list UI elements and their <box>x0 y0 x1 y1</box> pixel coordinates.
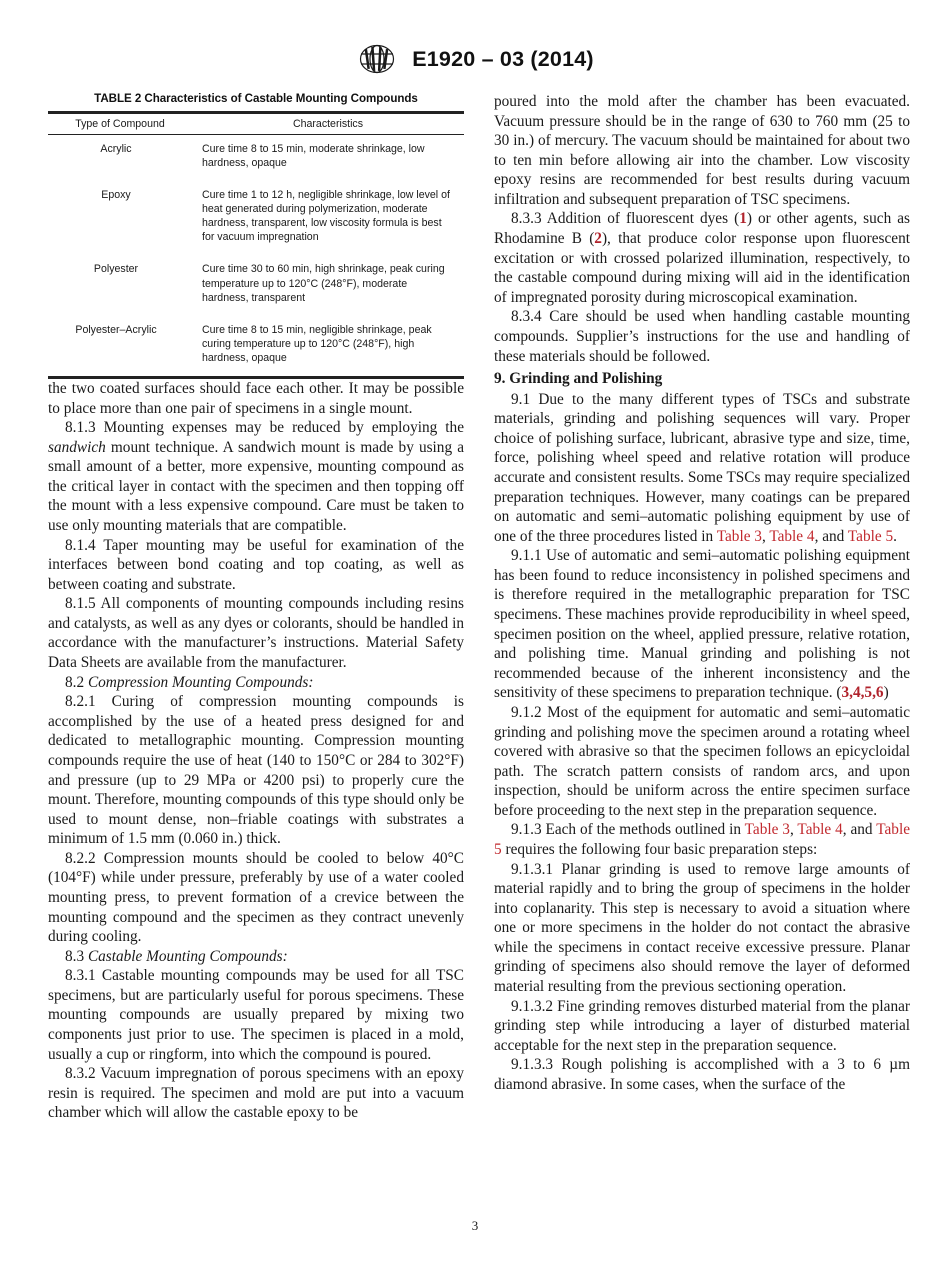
paragraph-9-1-3 <box>494 820 910 859</box>
paragraph-8-3-3-part-a: 8.3.3 Addition of fluorescent dyes ( <box>511 210 740 228</box>
table-link-3[interactable]: Table 3 <box>716 527 762 545</box>
heading-8-3-number: 8.3 <box>65 947 88 965</box>
paragraph-9-1-text: 9.1 Due to the many different types of TSCs and substrate materials, grinding and polishing sequences will vary. Proper choice of polishing surface, lubricant, abrasive type and size, time, force, polishing wheel speed and relative rotation will produce accurate and consistent results. Some TSCs may require specialized preparation techniques. However, many coatings can be prepared on automatic and semi–automatic polishing equipment by use of one of the three procedures listed in <box>494 390 910 545</box>
page-number: 3 <box>471 1218 479 1233</box>
heading-8-2-number: 8.2 <box>65 673 88 691</box>
paragraph-continued: the two coated surfaces should face each other. It may be possible to place more than one pair of specimens in a single mount. <box>48 379 464 417</box>
section-heading-9: 9. Grinding and Polishing <box>494 370 663 388</box>
cell-type: Acrylic <box>100 143 132 155</box>
paragraph-9-1-1-text: 9.1.1 Use of automatic and semi–automatic polishing equipment has been found to reduce inconsistency in polished specimens and is therefore required in the metallographic preparation for TSC specimens. These machines provide reproducibility in wheel speed, specimen position on the wheel, applied pressure, relative rotation, and polishing time. Manual grinding and polishing is not recommended because of the inherent inconsistency and the sensitivity of these specimens to preparation technique. ( <box>494 547 910 702</box>
table-link-3[interactable]: Table 3 <box>744 821 790 839</box>
table-link-5[interactable]: Table 5 <box>494 821 910 858</box>
cell-type: Polyester–Acrylic <box>75 323 157 336</box>
paragraph-8-1-5: 8.1.5 All components of mounting compounds including resins and catalysts, as well as any dyes or colorants, should be handled in accordance with the manufacturer’s instructions. Material Safety Data Sheets are available from the manufacturer. <box>48 595 464 672</box>
paragraph-8-3-1: 8.3.1 Castable mounting compounds may be used for all TSC specimens, but are particularly useful for porous specimens. These mounting compounds are usually prepared by mixing two components just prior to use. The specimen is placed in a mold, usually a cup or ringform, into which the compound is poured. <box>48 967 464 1063</box>
separator: , and <box>814 527 848 545</box>
paragraph-8-1-3-part-b: mount technique. A sandwich mount is made by using a small amount of a better, more expensive, mounting compound as the critical layer in contact with the specimen and then topping off the mount with a less expensive compound. Care must be taken to use only mounting materials that are compatible. <box>48 438 464 534</box>
paragraph-9-1 <box>494 390 910 547</box>
separator: , <box>761 527 770 545</box>
heading-8-3-title: Castable Mounting Compounds: <box>87 947 288 965</box>
cell-type: Polyester <box>93 263 139 276</box>
column-header-type: Type of Compound <box>48 114 192 135</box>
paragraph-8-2-2: 8.2.2 Compression mounts should be cooled to below 40°C (104°F) while under pressure, preferably by use of a water cooled mounting press, to prevent formation of a crevice between the mounting compound and the specimen as they contract unevenly during cooling. <box>48 849 464 946</box>
reference-link-3456[interactable]: 3,4,5,6 <box>841 684 884 702</box>
table-2-body <box>48 135 464 374</box>
paragraph-9-1-1-end: ) <box>883 684 889 702</box>
table-row <box>48 135 464 180</box>
paragraph-8-3-4: 8.3.4 Care should be used when handling castable mounting compounds. Supplier’s instructions for the use and handling of these materials should be followed. <box>494 308 910 365</box>
paragraph-9-1-3-3: 9.1.3.3 Rough polishing is accomplished with a 3 to 6 µm diamond abrasive. In some cases, when the surface of the <box>494 1056 910 1093</box>
table-2-caption: TABLE 2 Characteristics of Castable Mounting Compounds <box>94 92 418 105</box>
separator: , <box>789 821 798 839</box>
paragraph-continued: poured into the mold after the chamber has been evacuated. Vacuum pressure should be in the range of 630 to 760 mm (25 to 30 in.) of mercury. The vacuum should be maintained for about two to ten min before allowing air into the chamber. Low viscosity epoxy resins are recommended for best results during vacuum infiltration and subsequent preparation of TSC specimens. <box>494 93 910 208</box>
separator: , and <box>842 821 877 839</box>
table-link-4[interactable]: Table 4 <box>769 527 815 545</box>
right-column <box>494 92 910 1094</box>
heading-8-2 <box>48 673 464 693</box>
paragraph-9-1-3-end: requires the following four basic preparation steps: <box>501 840 818 858</box>
table-row <box>48 314 464 374</box>
table-row <box>48 253 464 313</box>
paragraph-8-3-3 <box>494 209 910 307</box>
left-column <box>48 92 464 1123</box>
paragraph-8-3-2: 8.3.2 Vacuum impregnation of porous specimens with an epoxy resin is required. The specimen and mold are put into a vacuum chamber which will allow the castable epoxy to be <box>48 1065 464 1122</box>
paragraph-8-3-3-part-c: ), that produce color response upon fluorescent excitation or with crossed polarized illumination, respectively, to the castable compound during mixing will aid in the identification of impregnated porosity during microscopical examination. <box>494 230 910 306</box>
paragraph-8-1-4: 8.1.4 Taper mounting may be useful for examination of the interfaces between bond coating and top coating, as well as between coating and substrate. <box>48 536 464 593</box>
reference-link-2[interactable]: 2 <box>594 230 602 248</box>
cell-characteristics: Cure time 8 to 15 min, moderate shrinkage, low hardness, opaque <box>202 143 425 170</box>
paragraph-8-1-3-italic: sandwich <box>48 438 106 456</box>
paragraph-8-1-3-part-a: 8.1.3 Mounting expenses may be reduced by employing the <box>65 419 464 437</box>
paragraph-9-1-1 <box>494 546 910 703</box>
two-column-layout <box>48 92 910 1212</box>
heading-8-2-title: Compression Mounting Compounds: <box>87 673 314 691</box>
paragraph-9-1-2: 9.1.2 Most of the equipment for automatic and semi–automatic grinding and polishing move the specimen around a rotating wheel covered with abrasive so that the specimen follows an epicycloidal path. The scratch pattern consists of random arcs, and upon inspection, should be uniform across the entire specimen surface before proceeding to the next step in the preparation sequence. <box>494 703 910 819</box>
paragraph-9-1-end: . <box>893 527 897 545</box>
page-title: E1920 – 03 (2014) <box>412 46 594 71</box>
heading-8-3 <box>48 947 464 967</box>
paragraph-9-1-3-text: 9.1.3 Each of the methods outlined in <box>511 821 745 839</box>
column-header-characteristics: Characteristics <box>192 114 464 135</box>
cell-characteristics: Cure time 1 to 12 h, negligible shrinkage, low level of heat generated during polymerization, moderate hardness, transparent, low viscosity formula is best for vacuum impregnation <box>202 189 450 244</box>
table-row <box>48 179 464 253</box>
cell-characteristics: Cure time 30 to 60 min, high shrinkage, peak curing temperature up to 120°C (248°F), moderate hardness, transparent <box>202 263 445 304</box>
paragraph-8-1-3 <box>48 418 464 535</box>
page-header <box>0 42 950 76</box>
table-link-5[interactable]: Table 5 <box>847 527 894 545</box>
table-header-row <box>48 114 464 135</box>
astm-logo <box>356 42 398 76</box>
reference-link-1[interactable]: 1 <box>739 210 747 228</box>
paragraph-9-1-3-2: 9.1.3.2 Fine grinding removes disturbed material from the planar grinding step while introducing a layer of disturbed material acceptable for the next step in the preparation sequence. <box>494 997 910 1054</box>
cell-type: Epoxy <box>101 189 131 202</box>
table-2-block <box>48 92 464 379</box>
table-2 <box>48 114 464 374</box>
table-link-4[interactable]: Table 4 <box>797 821 843 839</box>
paragraph-9-1-3-1: 9.1.3.1 Planar grinding is used to remove large amounts of material rapidly and to bring the group of specimens in the holder into coplanarity. This step is necessary to avoid a situation where one or more specimens in the holder do not contact the abrasive while the specimens in contact receive excessive pressure. Planar grinding of specimens also should remove the layer of deformed material resulting from the previous sectioning operation. <box>494 860 910 996</box>
paragraph-8-2-1: 8.2.1 Curing of compression mounting compounds is accomplished by the use of a heated press designed for and dedicated to metallographic mounting. Compression mounting compounds require the use of heat (140 to 150°C or 284 to 302°F) and pressure (up to 29 MPa or 4200 psi) to properly cure the mount. Therefore, mounting compounds of this type should only be used to mount dense, non–friable coatings with substrates a minimum of 1.5 mm (0.060 in.) thick. <box>48 693 464 848</box>
table-2-head <box>48 114 464 135</box>
cell-characteristics: Cure time 8 to 15 min, negligible shrinkage, peak curing temperature up to 120°C (248°F), high hardness, opaque <box>202 323 432 364</box>
paragraph-8-3-3-part-b: ) or other agents, such as Rhodamine B ( <box>494 210 911 248</box>
